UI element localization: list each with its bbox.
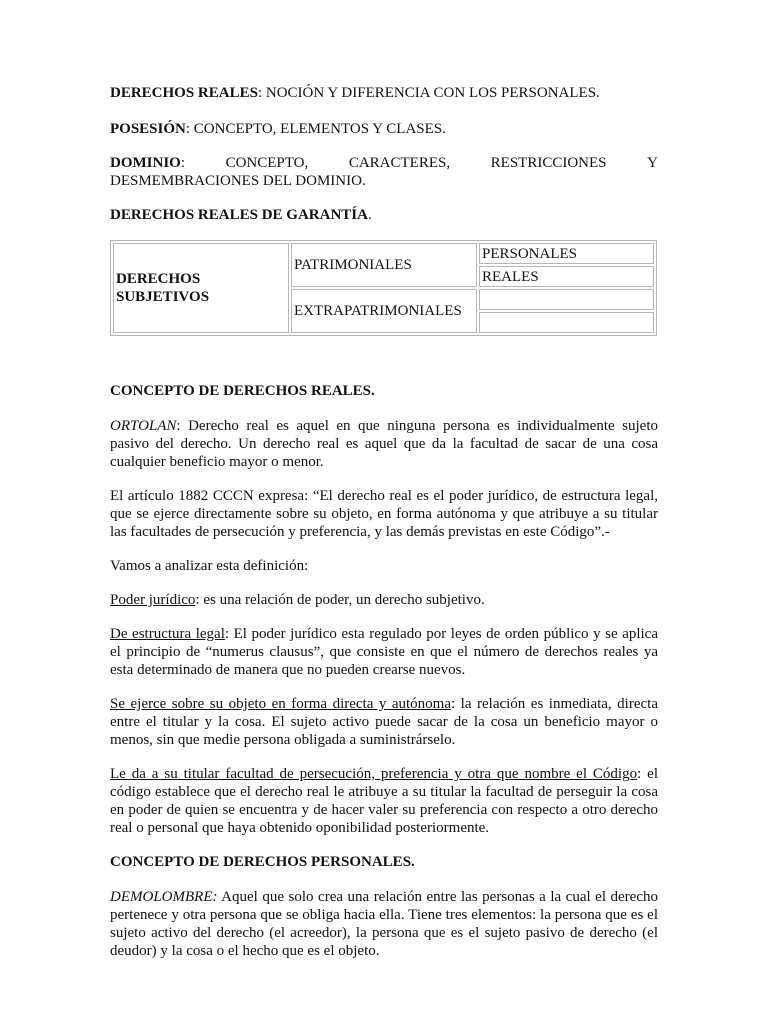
heading-derechos-reales-bold: DERECHOS REALES — [110, 85, 258, 101]
heading-dominio-word-restricciones: RESTRICCIONES — [490, 155, 607, 171]
paragraph-analizar: Vamos a analizar esta definición: — [110, 558, 309, 574]
section-title-derechos-reales: CONCEPTO DE DERECHOS REALES. — [110, 383, 375, 399]
paragraph-poder-juridico — [110, 591, 658, 609]
heading-dominio-first — [110, 154, 185, 172]
table-cell-reales: REALES — [479, 266, 654, 287]
derechos-subjetivos-table — [110, 240, 657, 336]
heading-dominio-word-caracteres: CARACTERES, — [348, 155, 451, 171]
heading-posesion-rest: : CONCEPTO, ELEMENTOS Y CLASES. — [185, 121, 446, 137]
heading-derechos-reales-rest: : NOCIÓN Y DIFERENCIA CON LOS PERSONALES. — [257, 85, 600, 101]
table-cell-extrapatrimoniales: EXTRAPATRIMONIALES — [291, 289, 477, 333]
heading-dominio-colon: : — [180, 155, 186, 171]
paragraph-ortolan-author: ORTOLAN — [110, 418, 177, 434]
heading-dominio-bold: DOMINIO — [110, 155, 181, 171]
heading-garantia-rest: . — [367, 207, 372, 223]
paragraph-estructura-legal — [110, 625, 658, 679]
table-cell-empty-1 — [479, 289, 654, 310]
heading-dominio-line2: DESMEMBRACIONES DEL DOMINIO. — [110, 173, 366, 189]
paragraph-se-ejerce-text: : la relación es inmediata, directa entre el titular y la cosa. El sujeto activo puede sacar de la cosa un beneficio mayor o menos, sin que medie persona obligada a suministrárselo. — [110, 696, 658, 748]
term-facultad-persecucion: Le da a su titular facultad de persecución, preferencia y otra que nombre el Código — [110, 766, 638, 782]
paragraph-facultad-persecucion — [110, 765, 658, 837]
table-label-derechos: DERECHOS — [116, 271, 201, 287]
heading-posesion — [110, 120, 658, 138]
heading-dominio-word-concepto: CONCEPTO, — [225, 155, 309, 171]
term-se-ejerce: Se ejerce sobre su objeto en forma directa y autónoma — [110, 696, 452, 712]
table-label-subjetivos: SUBJETIVOS — [116, 289, 210, 305]
table-cell-derechos-subjetivos — [113, 243, 289, 333]
heading-garantia-bold: DERECHOS REALES DE GARANTÍA — [110, 207, 368, 223]
table-cell-empty-2 — [479, 312, 654, 333]
heading-derechos-reales — [110, 84, 658, 102]
document-page — [110, 84, 658, 976]
paragraph-se-ejerce — [110, 695, 658, 749]
heading-posesion-bold: POSESIÓN — [110, 121, 186, 137]
paragraph-demolombre — [110, 888, 658, 960]
paragraph-ortolan — [110, 417, 658, 471]
term-estructura-legal: De estructura legal — [110, 626, 225, 642]
heading-dominio-word-y: Y — [647, 155, 658, 171]
heading-garantia — [110, 206, 658, 224]
term-poder-juridico: Poder jurídico — [110, 592, 196, 608]
heading-dominio-line1 — [110, 154, 658, 172]
paragraph-demolombre-author: DEMOLOMBRE: — [110, 889, 218, 905]
paragraph-estructura-legal-text: : El poder jurídico esta regulado por leyes de orden público y se aplica el principio de “numerus clausus”, que consiste en que el número de derechos reales ya esta determinado de manera que no pueden crearse nuevos. — [110, 626, 658, 678]
paragraph-articulo-1882: El artículo 1882 CCCN expresa: “El derecho real es el poder jurídico, de estructura legal, que se ejerce directamente sobre su objeto, en forma autónoma y que atribuye a su titular las facultades de persecución y preferencia, y las demás previstas en este Código”.- — [110, 488, 658, 540]
table-cell-patrimoniales: PATRIMONIALES — [291, 243, 477, 287]
table-cell-personales: PERSONALES — [479, 243, 654, 264]
paragraph-ortolan-text: : Derecho real es aquel en que ninguna persona es individualmente sujeto pasivo del derecho. Un derecho real es aquel que da la facultad de sacar de una cosa cualquier beneficio mayor o menor. — [110, 418, 658, 470]
paragraph-poder-juridico-text: : es una relación de poder, un derecho subjetivo. — [195, 592, 485, 608]
section-title-derechos-personales: CONCEPTO DE DERECHOS PERSONALES. — [110, 854, 415, 870]
paragraph-demolombre-text: Aquel que solo crea una relación entre las personas a la cual el derecho pertenece y otra persona que se obliga hacia ella. Tiene tres elementos: la persona que es el sujeto activo del derecho (el acreedor), la persona que es el sujeto pasivo de derecho (el deudor) y la cosa o el hecho que es el objeto. — [110, 889, 658, 959]
heading-dominio — [110, 154, 658, 190]
paragraph-facultad-persecucion-text: : el código establece que el derecho real le atribuye a su titular la facultad de perseguir la cosa en poder de quien se encuentra y de hacer valer su preferencia con respecto a otro derecho real o personal que haya obtenido oponibilidad posteriormente. — [110, 766, 658, 836]
